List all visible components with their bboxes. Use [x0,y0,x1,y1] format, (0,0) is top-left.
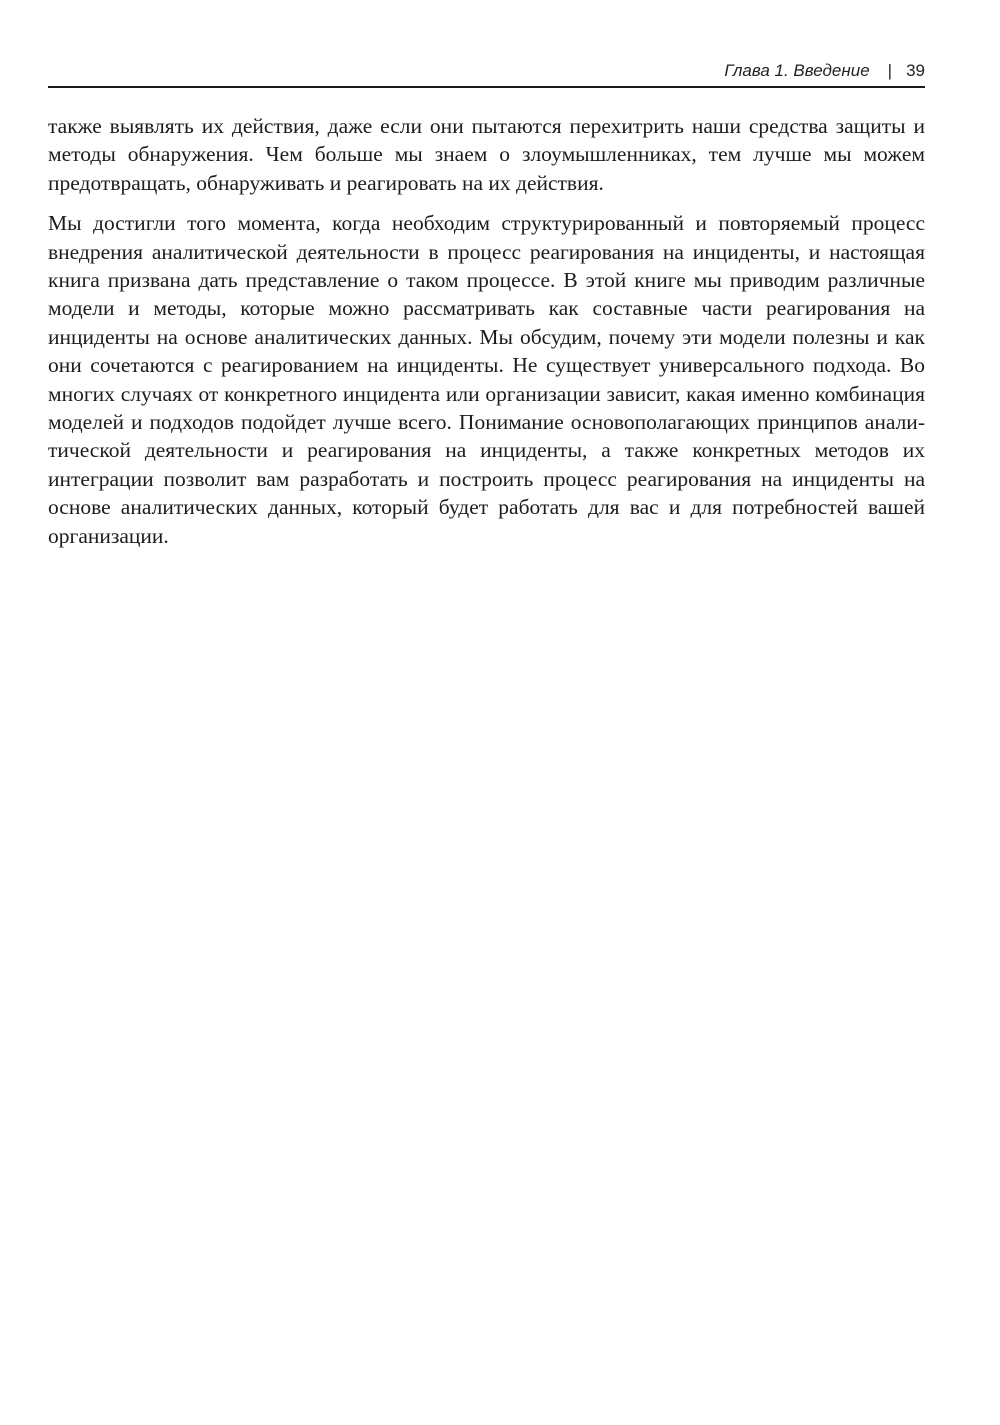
running-header [48,58,925,88]
page-number: 39 [906,61,925,80]
chapter-title: Глава 1. Введение [724,61,870,80]
header-separator: | [887,61,893,80]
body-text [48,112,925,562]
running-header-content [724,61,925,81]
paragraph: также выявлять их действия, даже если они пытаются перехитрить наши средства защиты и методы обнаружения. Чем больше мы знаем о злоумышленниках, тем лучше мы можем предотвращать, обнаруживать и реагировать на их действия. [48,114,925,195]
paragraph: Мы достигли того момента, когда необходим структурированный и повторяемый процесс внедрения аналитической деятельности в процесс реагирования на инциденты, и настоящая книга призвана дать представление о таком процессе. В этой книге мы приводим различные модели и методы, которые можно рассматривать как составные части реагирования на инциденты на основе аналитических данных. Мы обсудим, почему эти модели полезны и как они сочетаются с реагированием на инциденты. Не существует универсального подхода. Во многих случаях от конкретного инцидента или организации зависит, какая именно комбинация моделей и подходов подойдет лучше всего. Понимание основополагающих принципов аналитической деятельности и реагирования на инциденты, а также конкретных методов их интеграции позволит вам разработать и построить процесс реагирования на инциденты на основе аналитических данных, который будет работать для вас и для потребностей вашей организации. [48,211,925,548]
